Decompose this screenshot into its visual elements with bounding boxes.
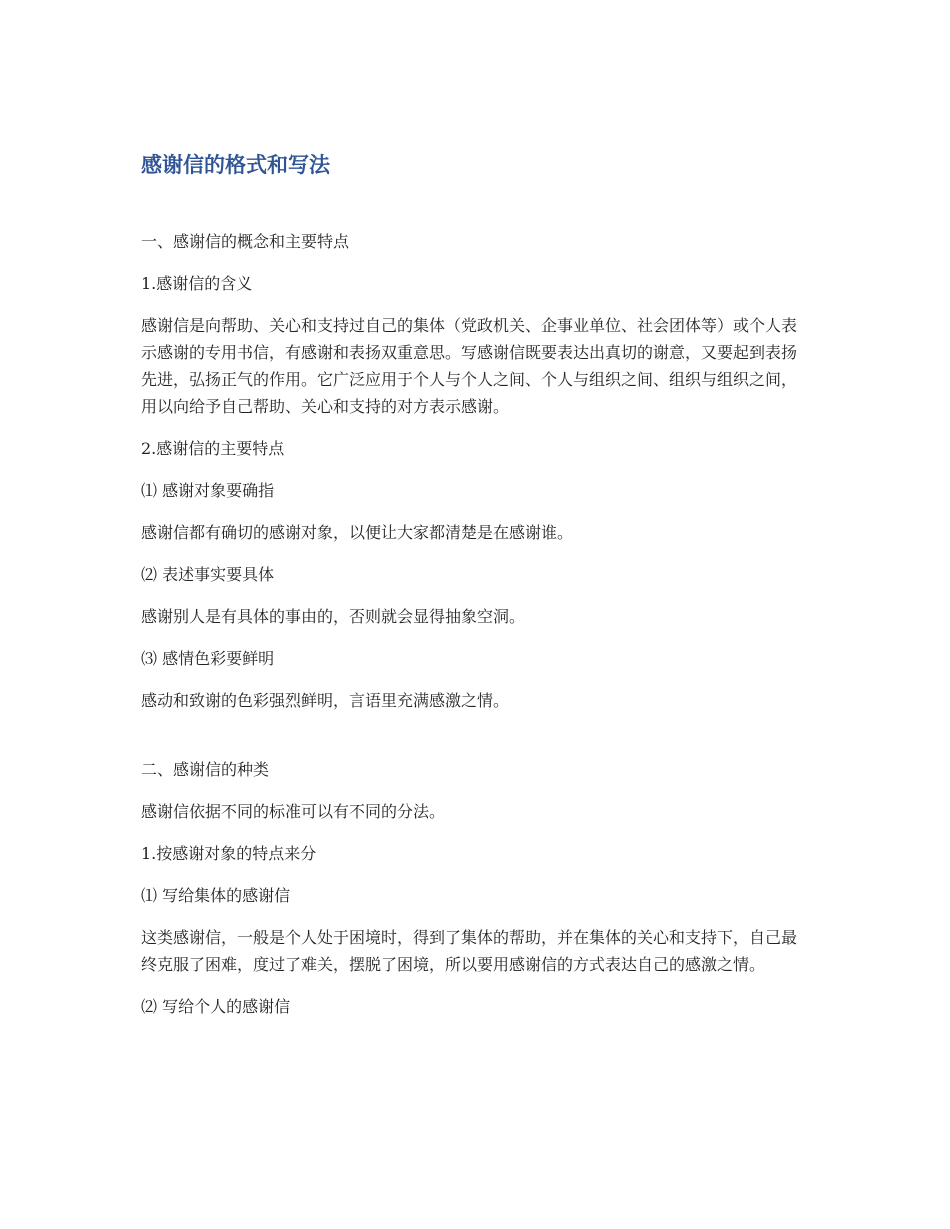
document-body: [141, 148, 809, 1035]
feature-item-1: ⑴ 感谢对象要确指: [141, 481, 275, 500]
paragraph-definition: 感谢信是向帮助、关心和支持过自己的集体（党政机关、企事业单位、社会团体等）或个人表示感谢的专用书信，有感谢和表扬双重意思。写感谢信既要表达出真切的谢意，又要起到表扬先进，弘扬正气的作用。它广泛应用于个人与个人之间、个人与组织之间、组织与组织之间，用以向给予自己帮助、关心和支持的对方表示感谢。: [141, 316, 798, 416]
subheading-by-target: 1.按感谢对象的特点来分: [141, 844, 317, 863]
paragraph-types-intro: 感谢信依据不同的标准可以有不同的分法。: [141, 802, 446, 821]
document-title: 感谢信的格式和写法: [141, 153, 330, 177]
section-heading-2: 二、感谢信的种类: [141, 760, 270, 779]
type-item-2: ⑵ 写给个人的感谢信: [141, 997, 291, 1016]
feature-item-3: ⑶ 感情色彩要鲜明: [141, 649, 275, 668]
type-item-1: ⑴ 写给集体的感谢信: [141, 886, 291, 905]
paragraph-feature-1: 感谢信都有确切的感谢对象，以便让大家都清楚是在感谢谁。: [141, 523, 574, 542]
section-spacer: [141, 729, 809, 756]
subheading-meaning: 1.感谢信的含义: [141, 274, 253, 293]
subheading-features: 2.感谢信的主要特点: [141, 439, 285, 458]
paragraph-type-1: 这类感谢信，一般是个人处于困境时，得到了集体的帮助，并在集体的关心和支持下，自己最终克服了困难，度过了难关，摆脱了困境，所以要用感谢信的方式表达自己的感激之情。: [141, 928, 798, 974]
paragraph-feature-2: 感谢别人是有具体的事由的，否则就会显得抽象空洞。: [141, 607, 526, 626]
feature-item-2: ⑵ 表述事实要具体: [141, 565, 275, 584]
paragraph-feature-3: 感动和致谢的色彩强烈鲜明，言语里充满感激之情。: [141, 691, 510, 710]
section-heading-1: 一、感谢信的概念和主要特点: [141, 232, 350, 251]
